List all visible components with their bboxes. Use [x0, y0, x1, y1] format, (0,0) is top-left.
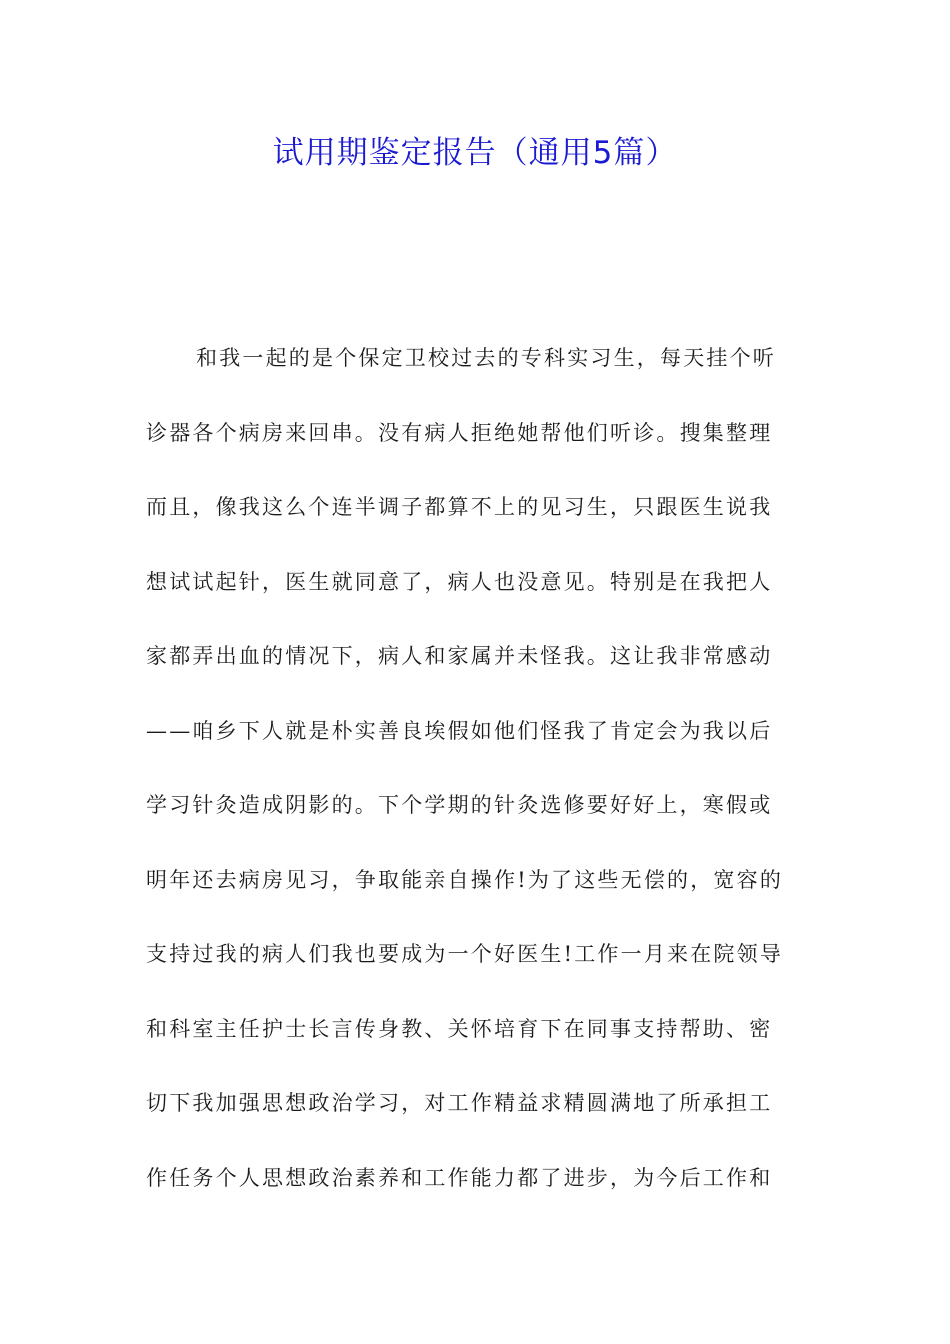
document-body [146, 340, 806, 1234]
paragraph-line: 想试试起针，医生就同意了，病人也没意见。特别是在我把人 [146, 569, 773, 594]
paragraph-line: 家都弄出血的情况下，病人和家属并未怪我。这让我非常感动 [146, 644, 773, 668]
paragraph-line: 切下我加强思想政治学习，对工作精益求精圆满地了所承担工 [146, 1091, 773, 1115]
paragraph-line: 诊器各个病房来回串。没有病人拒绝她帮他们听诊。搜集整理 [146, 420, 773, 445]
paragraph-line: 作任务个人思想政治素养和工作能力都了进步，为今后工作和 [146, 1165, 773, 1190]
paragraph-line: 支持过我的病人们我也要成为一个好医生!工作一月来在院领导 [146, 942, 784, 966]
paragraph-line: 和我一起的是个保定卫校过去的专科实习生，每天挂个听 [196, 346, 776, 370]
paragraph-line: 和科室主任护士长言传身教、关怀培育下在同事支持帮助、密 [146, 1016, 773, 1041]
paragraph-line: 学习针灸造成阴影的。下个学期的针灸选修要好好上，寒假或 [146, 793, 773, 817]
paragraph-line: 而且，像我这么个连半调子都算不上的见习生，只跟医生说我 [146, 495, 773, 519]
paragraph-line: ——咱乡下人就是朴实善良埃假如他们怪我了肯定会为我以后 [146, 718, 773, 743]
paragraph-line: 明年还去病房见习，争取能亲自操作!为了这些无偿的，宽容的 [146, 867, 784, 892]
document-title: 试用期鉴定报告（通用5篇） [272, 135, 678, 171]
